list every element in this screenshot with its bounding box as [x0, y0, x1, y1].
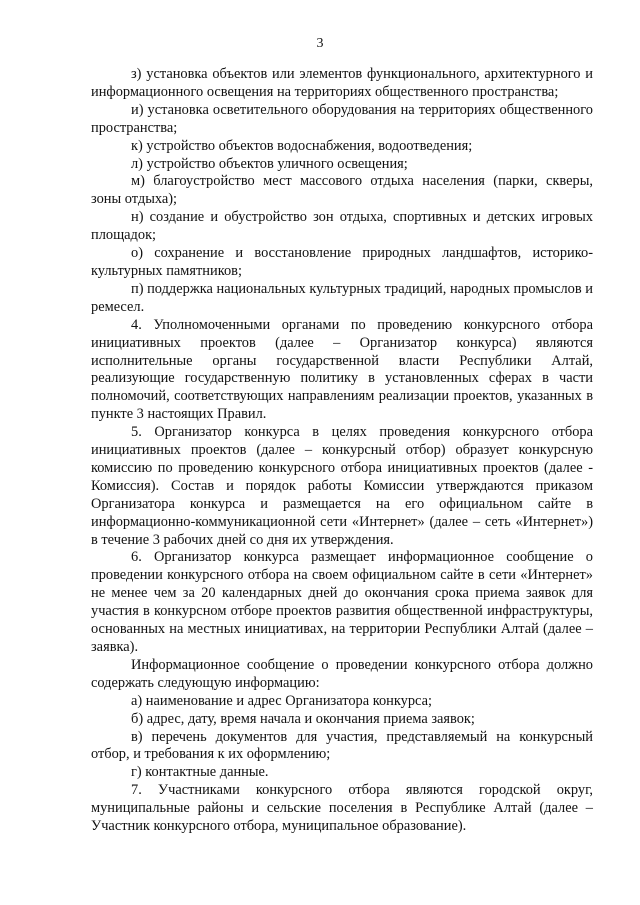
info-item-a: а) наименование и адрес Организатора конкурса; — [131, 692, 433, 709]
clause-6: 6. Организатор конкурса размещает информационное сообщение о проведении конкурсного отбора на своем официальном сайте в сети «Интернет» не менее чем за 20 календарных дней до окончания срока приема заявок для участия в конкурсном отборе проектов развития общественной инфраструктуры, основанных на местных инициативах, на территории Республики Алтай (далее – заявка). — [91, 549, 593, 655]
info-item-g: г) контактные данные. — [131, 764, 269, 781]
list-item-m: м) благоустройство мест массового отдыха населения (парки, скверы, зоны отдыха); — [91, 173, 593, 208]
info-item-v: в) перечень документов для участия, представляемый на конкурсный отбор, и требования к их оформлению; — [91, 728, 593, 763]
info-item-b: б) адрес, дату, время начала и окончания приема заявок; — [131, 710, 475, 727]
document-body — [91, 66, 593, 836]
list-item-z: з) установка объектов или элементов функционального, архитектурного и информационного освещения на территориях общественного пространства; — [91, 66, 593, 100]
page-number: 3 — [316, 36, 324, 51]
clause-7: 7. Участниками конкурсного отбора являются городской округ, муниципальные районы и сельские поселения в Республике Алтай (далее – Участник конкурсного отбора, муниципальное образование). — [91, 782, 593, 835]
clause-5: 5. Организатор конкурса в целях проведения конкурсного отбора инициативных проектов (далее – конкурсный отбор) образует конкурсную комиссию по проведению конкурсного отбора инициативных проектов (далее - Комиссия). Состав и порядок работы Комиссии утверждаются приказом Организатора конкурса и размещается на его официальном сайте в информационно-коммуникационной сети «Интернет» (далее – сеть «Интернет») в течение 3 рабочих дней со дня их утверждения. — [91, 424, 593, 548]
list-item-l: л) устройство объектов уличного освещения; — [131, 155, 408, 172]
info-message-paragraph: Информационное сообщение о проведении конкурсного отбора должно содержать следующую информацию: — [91, 656, 593, 691]
list-item-i: и) установка осветительного оборудования на территориях общественного пространства; — [91, 101, 593, 136]
clause-4: 4. Уполномоченными органами по проведению конкурсного отбора инициативных проектов (далее – Организатор конкурса) являются исполнительные органы государственной власти Республики Алтай, реализующие государственную политику в установленных сферах в части полномочий, соответствующих направлениям реализации проектов, указанных в пункте 3 настоящих Правил. — [91, 316, 593, 423]
list-item-p: п) поддержка национальных культурных традиций, народных промыслов и ремесел. — [91, 280, 593, 315]
list-item-n: н) создание и обустройство зон отдыха, спортивных и детских игровых площадок; — [91, 209, 593, 244]
list-item-k: к) устройство объектов водоснабжения, водоотведения; — [131, 137, 473, 154]
list-item-o: о) сохранение и восстановление природных ландшафтов, историко-культурных памятников; — [91, 245, 593, 279]
